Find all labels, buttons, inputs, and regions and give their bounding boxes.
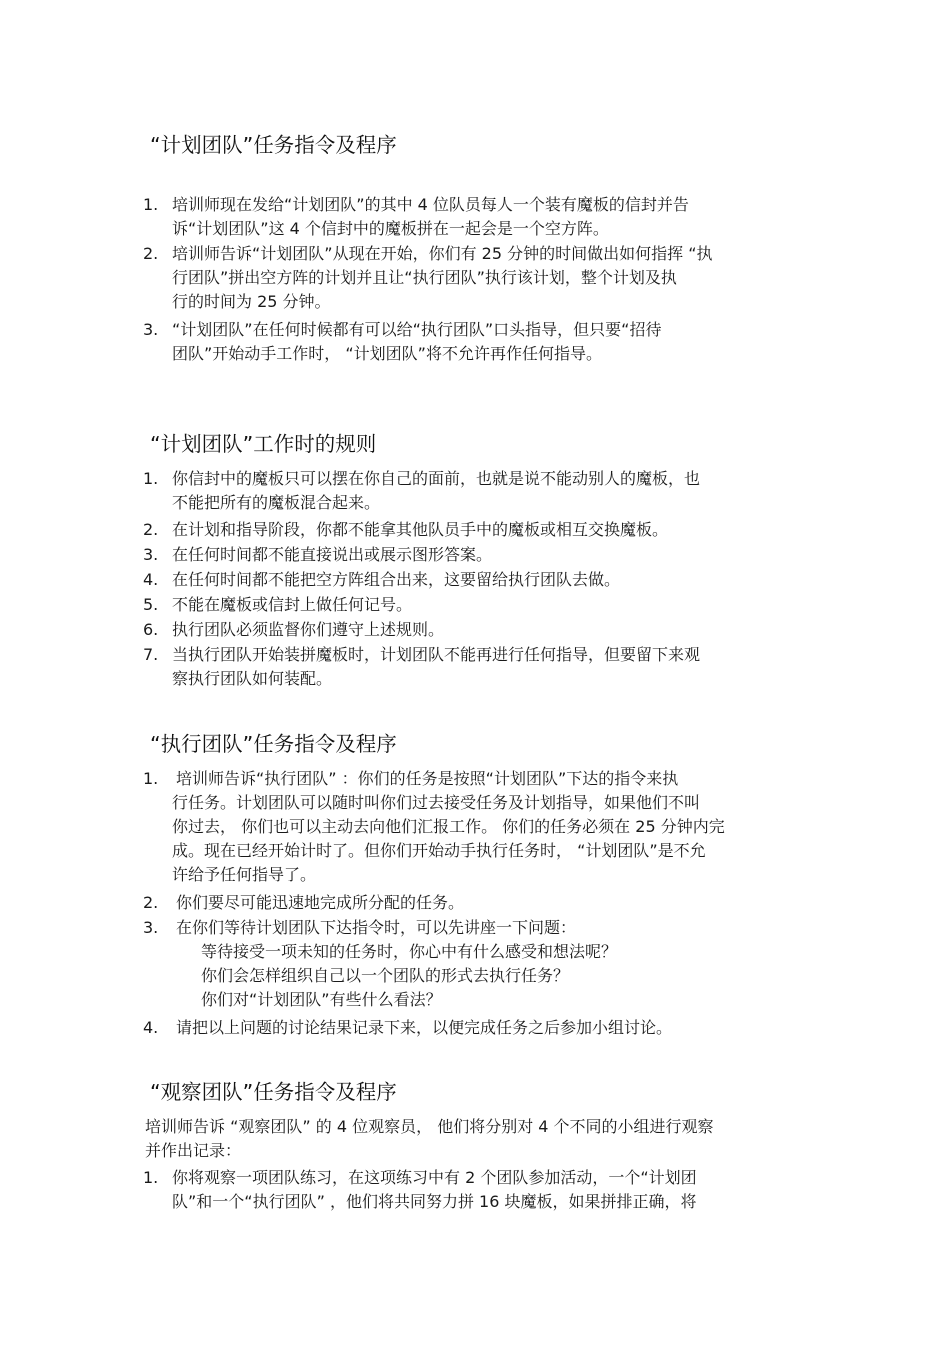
section-heading: “执行团队”任务指令及程序 [150,732,397,756]
item-text-line: 团队”开始动手工作时， “计划团队”将不允许再作任何指导。 [172,344,602,363]
item-number: 3. [143,320,159,339]
item-text-line: 不能在魔板或信封上做任何记号。 [172,595,413,614]
item-number: 1. [143,1168,159,1187]
intro-text-line: 培训师告诉 “观察团队” 的 4 位观察员， 他们将分别对 4 个不同的小组进行观察 [145,1117,714,1136]
item-number: 7. [143,645,159,664]
item-number: 2. [143,893,159,912]
item-text-line: 察执行团队如何装配。 [172,669,333,688]
item-text-line: 执行团队必须监督你们遵守上述规则。 [172,620,445,639]
item-number: 5. [143,595,159,614]
item-text-line: 行任务。计划团队可以随时叫你们过去接受任务及计划指导，如果他们不叫 [172,793,701,812]
item-number: 6. [143,620,159,639]
sub-question-line: 你们会怎样组织自己以一个团队的形式去执行任务？ [201,966,570,985]
item-text-line: 在任何时间都不能把空方阵组合出来，这要留给执行团队去做。 [172,570,621,589]
sub-question-line: 你们对“计划团队”有些什么看法？ [201,990,442,1009]
item-text-line: 诉“计划团队”这 4 个信封中的魔板拼在一起会是一个空方阵。 [172,219,609,238]
item-text-line: 你们要尽可能迅速地完成所分配的任务。 [176,893,465,912]
item-number: 2. [143,244,159,263]
section-heading: “观察团队”任务指令及程序 [150,1080,397,1104]
item-text-line: 培训师告诉“计划团队”从现在开始，你们有 25 分钟的时间做出如何指挥 “执 [172,244,713,263]
sub-question-line: 等待接受一项未知的任务时，你心中有什么感受和想法呢？ [201,942,618,961]
item-text-line: “计划团队”在任何时候都有可以给“执行团队”口头指导，但只要“招待 [172,320,662,339]
item-text-line: 请把以上问题的讨论结果记录下来，以便完成任务之后参加小组讨论。 [176,1018,673,1037]
section-heading: “计划团队”任务指令及程序 [150,133,397,157]
item-text-line: 成。现在已经开始计时了。但你们开始动手执行任务时， “计划团队”是不允 [172,841,706,860]
item-text-line: 许给予任何指导了。 [172,865,317,884]
item-text-line: 不能把所有的魔板混合起来。 [172,493,381,512]
item-text-line: 你将观察一项团队练习，在这项练习中有 2 个团队参加活动，一个“计划团 [172,1168,697,1187]
item-text-line: 你过去， 你们也可以主动去向他们汇报工作。 你们的任务必须在 25 分钟内完 [172,817,725,836]
item-number: 3. [143,918,159,937]
item-number: 1. [143,769,159,788]
item-text-line: 在你们等待计划团队下达指令时，可以先讲座一下问题： [176,918,577,937]
intro-text-line: 并作出记录： [145,1141,242,1160]
item-text-line: 在任何时间都不能直接说出或展示图形答案。 [172,545,493,564]
item-number: 4. [143,570,159,589]
item-text-line: 当执行团队开始装拼魔板时，计划团队不能再进行任何指导，但要留下来观 [172,645,701,664]
item-text-line: 行团队”拼出空方阵的计划并且让“执行团队”执行该计划，整个计划及执 [172,268,677,287]
item-number: 1. [143,195,159,214]
section-heading: “计划团队”工作时的规则 [150,432,377,456]
item-text-line: 你信封中的魔板只可以摆在你自己的面前，也就是说不能动别人的魔板，也 [172,469,701,488]
item-number: 4. [143,1018,159,1037]
item-text-line: 队”和一个“执行团队” ，他们将共同努力拼 16 块魔板，如果拼排正确，将 [172,1192,697,1211]
item-number: 1. [143,469,159,488]
item-number: 3. [143,545,159,564]
item-text-line: 在计划和指导阶段，你都不能拿其他队员手中的魔板或相互交换魔板。 [172,520,669,539]
item-text-line: 培训师现在发给“计划团队”的其中 4 位队员每人一个装有魔板的信封并告 [172,195,689,214]
item-text-line: 行的时间为 25 分钟。 [172,292,331,311]
item-text-line: 培训师告诉“执行团队” ：你们的任务是按照“计划团队”下达的指令来执 [176,769,679,788]
item-number: 2. [143,520,159,539]
